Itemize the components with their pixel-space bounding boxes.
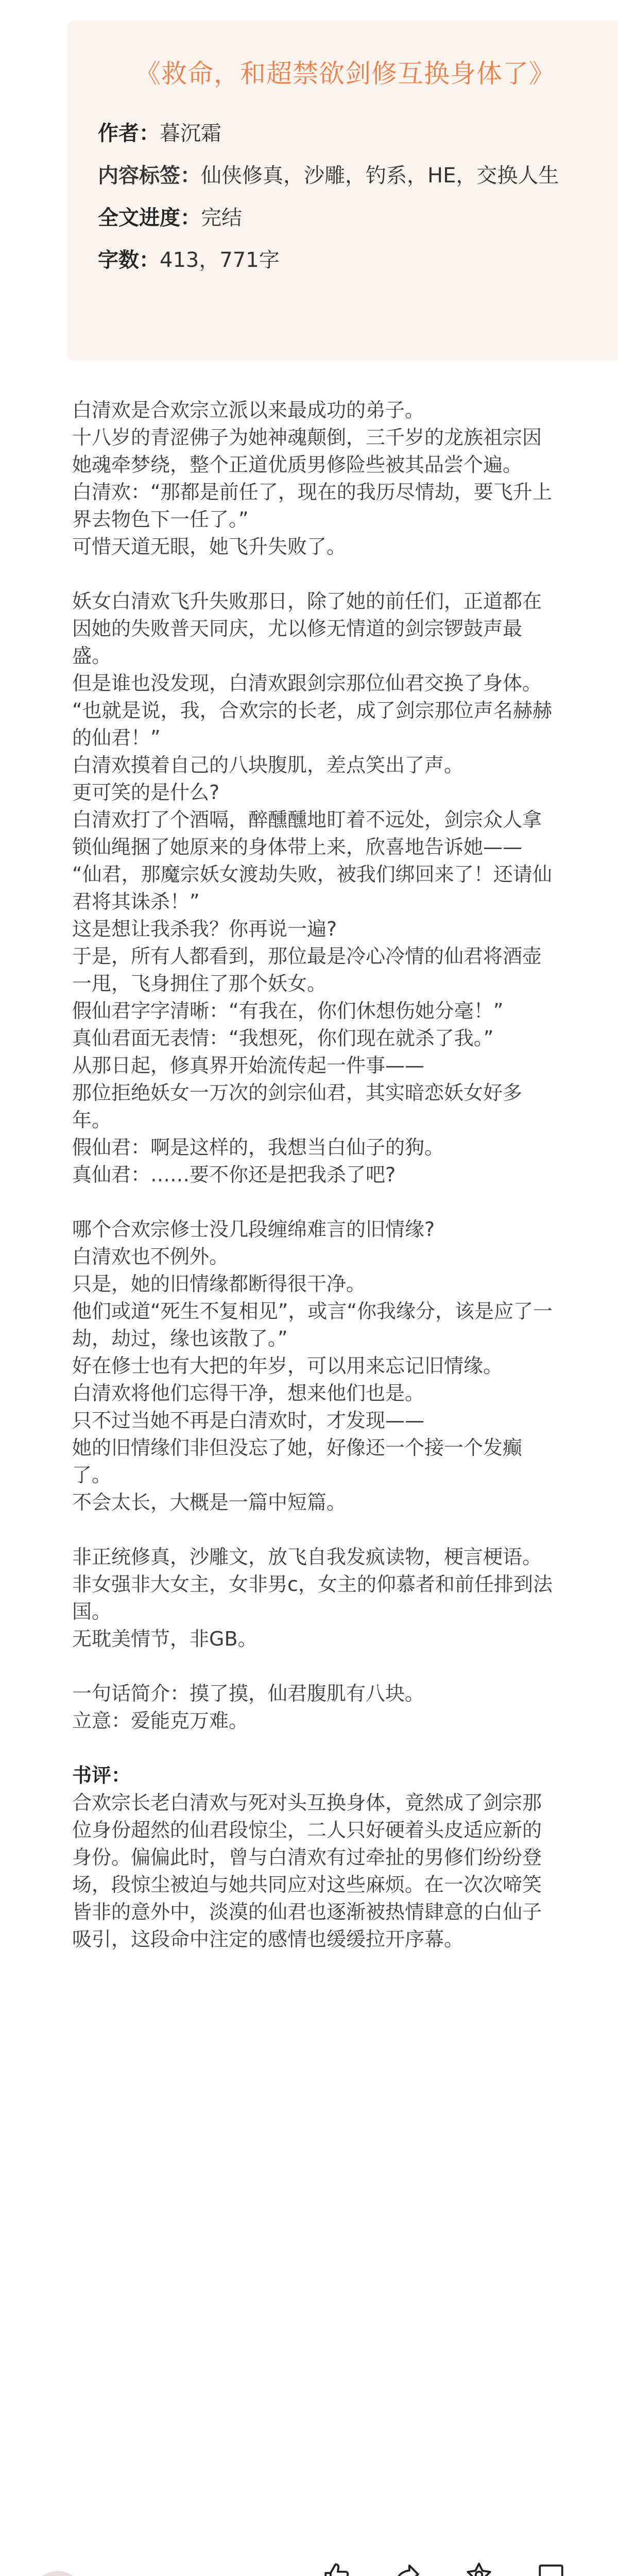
- author-row: [98, 112, 592, 155]
- progress-row: [98, 197, 592, 239]
- body-paragraph: 真仙君面无表情：“我想死，你们现在就杀了我。”: [72, 1027, 494, 1049]
- body-paragraph: 假仙君字字清晰：“有我在，你们休想伤她分毫！”: [72, 999, 504, 1022]
- share-icon: [392, 2561, 422, 2576]
- body-paragraph: 一句话简介：摸了摸，仙君腹肌有八块。: [72, 1682, 425, 1705]
- book-title: 《救命，和超禁欲剑修互换身体了》: [135, 59, 555, 89]
- body-paragraph: 白清欢摸着自己的八块腹肌，差点笑出了声。: [72, 754, 464, 776]
- favorite-button[interactable]: [453, 2561, 505, 2576]
- body-paragraph: 白清欢也不例外。: [72, 1245, 229, 1268]
- body-paragraph: 只不过当她不再是白清欢时，才发现——: [72, 1409, 425, 1432]
- avatar[interactable]: [32, 2571, 83, 2576]
- body-paragraph: 哪个合欢宗修士没几段缠绵难言的旧情缘?: [72, 1218, 435, 1241]
- body-paragraph: 白清欢将他们忘得干净，想来他们也是。: [72, 1382, 425, 1404]
- body-paragraph: 非正统修真，沙雕文，放飞自我发疯读物，梗言梗语。: [72, 1546, 542, 1568]
- body-paragraph: 她的旧情缘们非但没忘了她，好像还一个接一个发癫了。: [72, 1436, 523, 1486]
- tags-label: 内容标签：: [98, 164, 201, 188]
- favorite-icon: [464, 2561, 494, 2576]
- tags-row: [98, 155, 592, 197]
- tags-value: 仙侠修真，沙雕，钓系，HE，交换人生: [201, 164, 559, 188]
- review-text: 合欢宗长老白清欢与死对头互换身体，竟然成了剑宗那位身份超然的仙君段惊尘，二人只好硬着头皮适应新的身份。偏偏此时，曾与白清欢有过牵扯的男修们纷纷登场，段惊尘被迫与她共同应对这些麻烦。在一次次啼笑皆非的意外中，淡漠的仙君也逐渐被热情肆意的白仙子吸引，这段命中注定的感情也缓缓拉开序幕。: [72, 1791, 542, 1951]
- body-paragraph: 立意：爱能克万难。: [72, 1709, 249, 1732]
- body-paragraph: “也就是说，我，合欢宗的长老，成了剑宗那位声名赫赫的仙君！”: [72, 699, 552, 749]
- body-paragraph: 真仙君：……要不你还是把我杀了吧?: [72, 1163, 396, 1186]
- body-paragraph: 只是，她的旧情缘都断得很干净。: [72, 1273, 366, 1295]
- paragraph-gap: [72, 1516, 556, 1544]
- body-paragraph: 假仙君：啊是这样的，我想当白仙子的狗。: [72, 1136, 444, 1159]
- paragraph-gap: [72, 1653, 556, 1680]
- body-paragraph: 可惜天道无眼，她飞升失败了。: [72, 535, 347, 558]
- body-paragraph: 妖女白清欢飞升失败那日，除了她的前任们，正道都在因她的失败普天同庆，尤以修无情道的剑宗锣鼓声最盛。: [72, 590, 542, 667]
- body-paragraph: “仙君，那魔宗妖女渡劫失败，被我们绑回来了！还请仙君将其诛杀！”: [72, 863, 552, 913]
- article-body: [72, 397, 556, 1953]
- review-heading: 书评：: [72, 1764, 131, 1787]
- body-paragraph: 不会太长，大概是一篇中短篇。: [72, 1491, 347, 1514]
- comment-button[interactable]: [525, 2561, 577, 2576]
- author-name: 暮沉霜: [160, 122, 221, 145]
- body-paragraph: 白清欢：“那都是前任了，现在的我历尽情劫，要飞升上界去物色下一任了。”: [72, 481, 552, 531]
- words-label: 字数：: [98, 248, 160, 272]
- body-paragraph: 白清欢打了个酒嗝，醉醺醺地盯着不远处，剑宗众人拿锁仙绳捆了她原来的身体带上来，欣喜地告诉她——: [72, 808, 542, 858]
- body-paragraph: 他们或道“死生不复相见”，或言“你我缘分，该是应了一劫，劫过，缘也该散了。”: [72, 1300, 553, 1350]
- body-paragraph: 那位拒绝妖女一万次的剑宗仙君，其实暗恋妖女好多年。: [72, 1081, 523, 1131]
- body-paragraph: 十八岁的青涩佛子为她神魂颠倒，三千岁的龙族祖宗因她魂牵梦绕，整个正道优质男修险些被其品尝个遍。: [72, 426, 542, 476]
- paragraph-gap: [72, 561, 556, 588]
- body-paragraph: 于是，所有人都看到，那位最是冷心冷情的仙君将酒壶一甩，飞身拥住了那个妖女。: [72, 945, 542, 995]
- author-label: 作者：: [98, 122, 160, 145]
- words-row: [98, 239, 592, 281]
- share-button[interactable]: [381, 2561, 433, 2576]
- like-button[interactable]: [311, 2561, 363, 2576]
- body-paragraph: 白清欢是合欢宗立派以来最成功的弟子。: [72, 399, 425, 421]
- bottom-action-bar: [0, 2524, 618, 2576]
- book-info-card: [67, 21, 618, 361]
- words-value: 413，771字: [160, 248, 280, 272]
- body-paragraph: 但是谁也没发现，白清欢跟剑宗那位仙君交换了身体。: [72, 672, 542, 694]
- thumbs-up-icon: [322, 2561, 352, 2576]
- body-paragraph: 这是想让我杀我？你再说一遍?: [72, 918, 337, 940]
- body-paragraph: 无耽美情节，非GB。: [72, 1628, 258, 1650]
- paragraph-gap: [72, 1189, 556, 1216]
- paragraph-gap: [72, 1735, 556, 1762]
- comment-icon: [536, 2561, 566, 2576]
- progress-label: 全文进度：: [98, 206, 201, 230]
- body-paragraph: 非女强非大女主，女非男c，女主的仰慕者和前任排到法国。: [72, 1573, 553, 1623]
- body-paragraph: 从那日起，修真界开始流传起一件事——: [72, 1054, 425, 1077]
- body-paragraph: 好在修士也有大把的年岁，可以用来忘记旧情缘。: [72, 1354, 503, 1377]
- body-paragraph: 更可笑的是什么?: [72, 781, 220, 804]
- progress-value: 完结: [201, 206, 242, 230]
